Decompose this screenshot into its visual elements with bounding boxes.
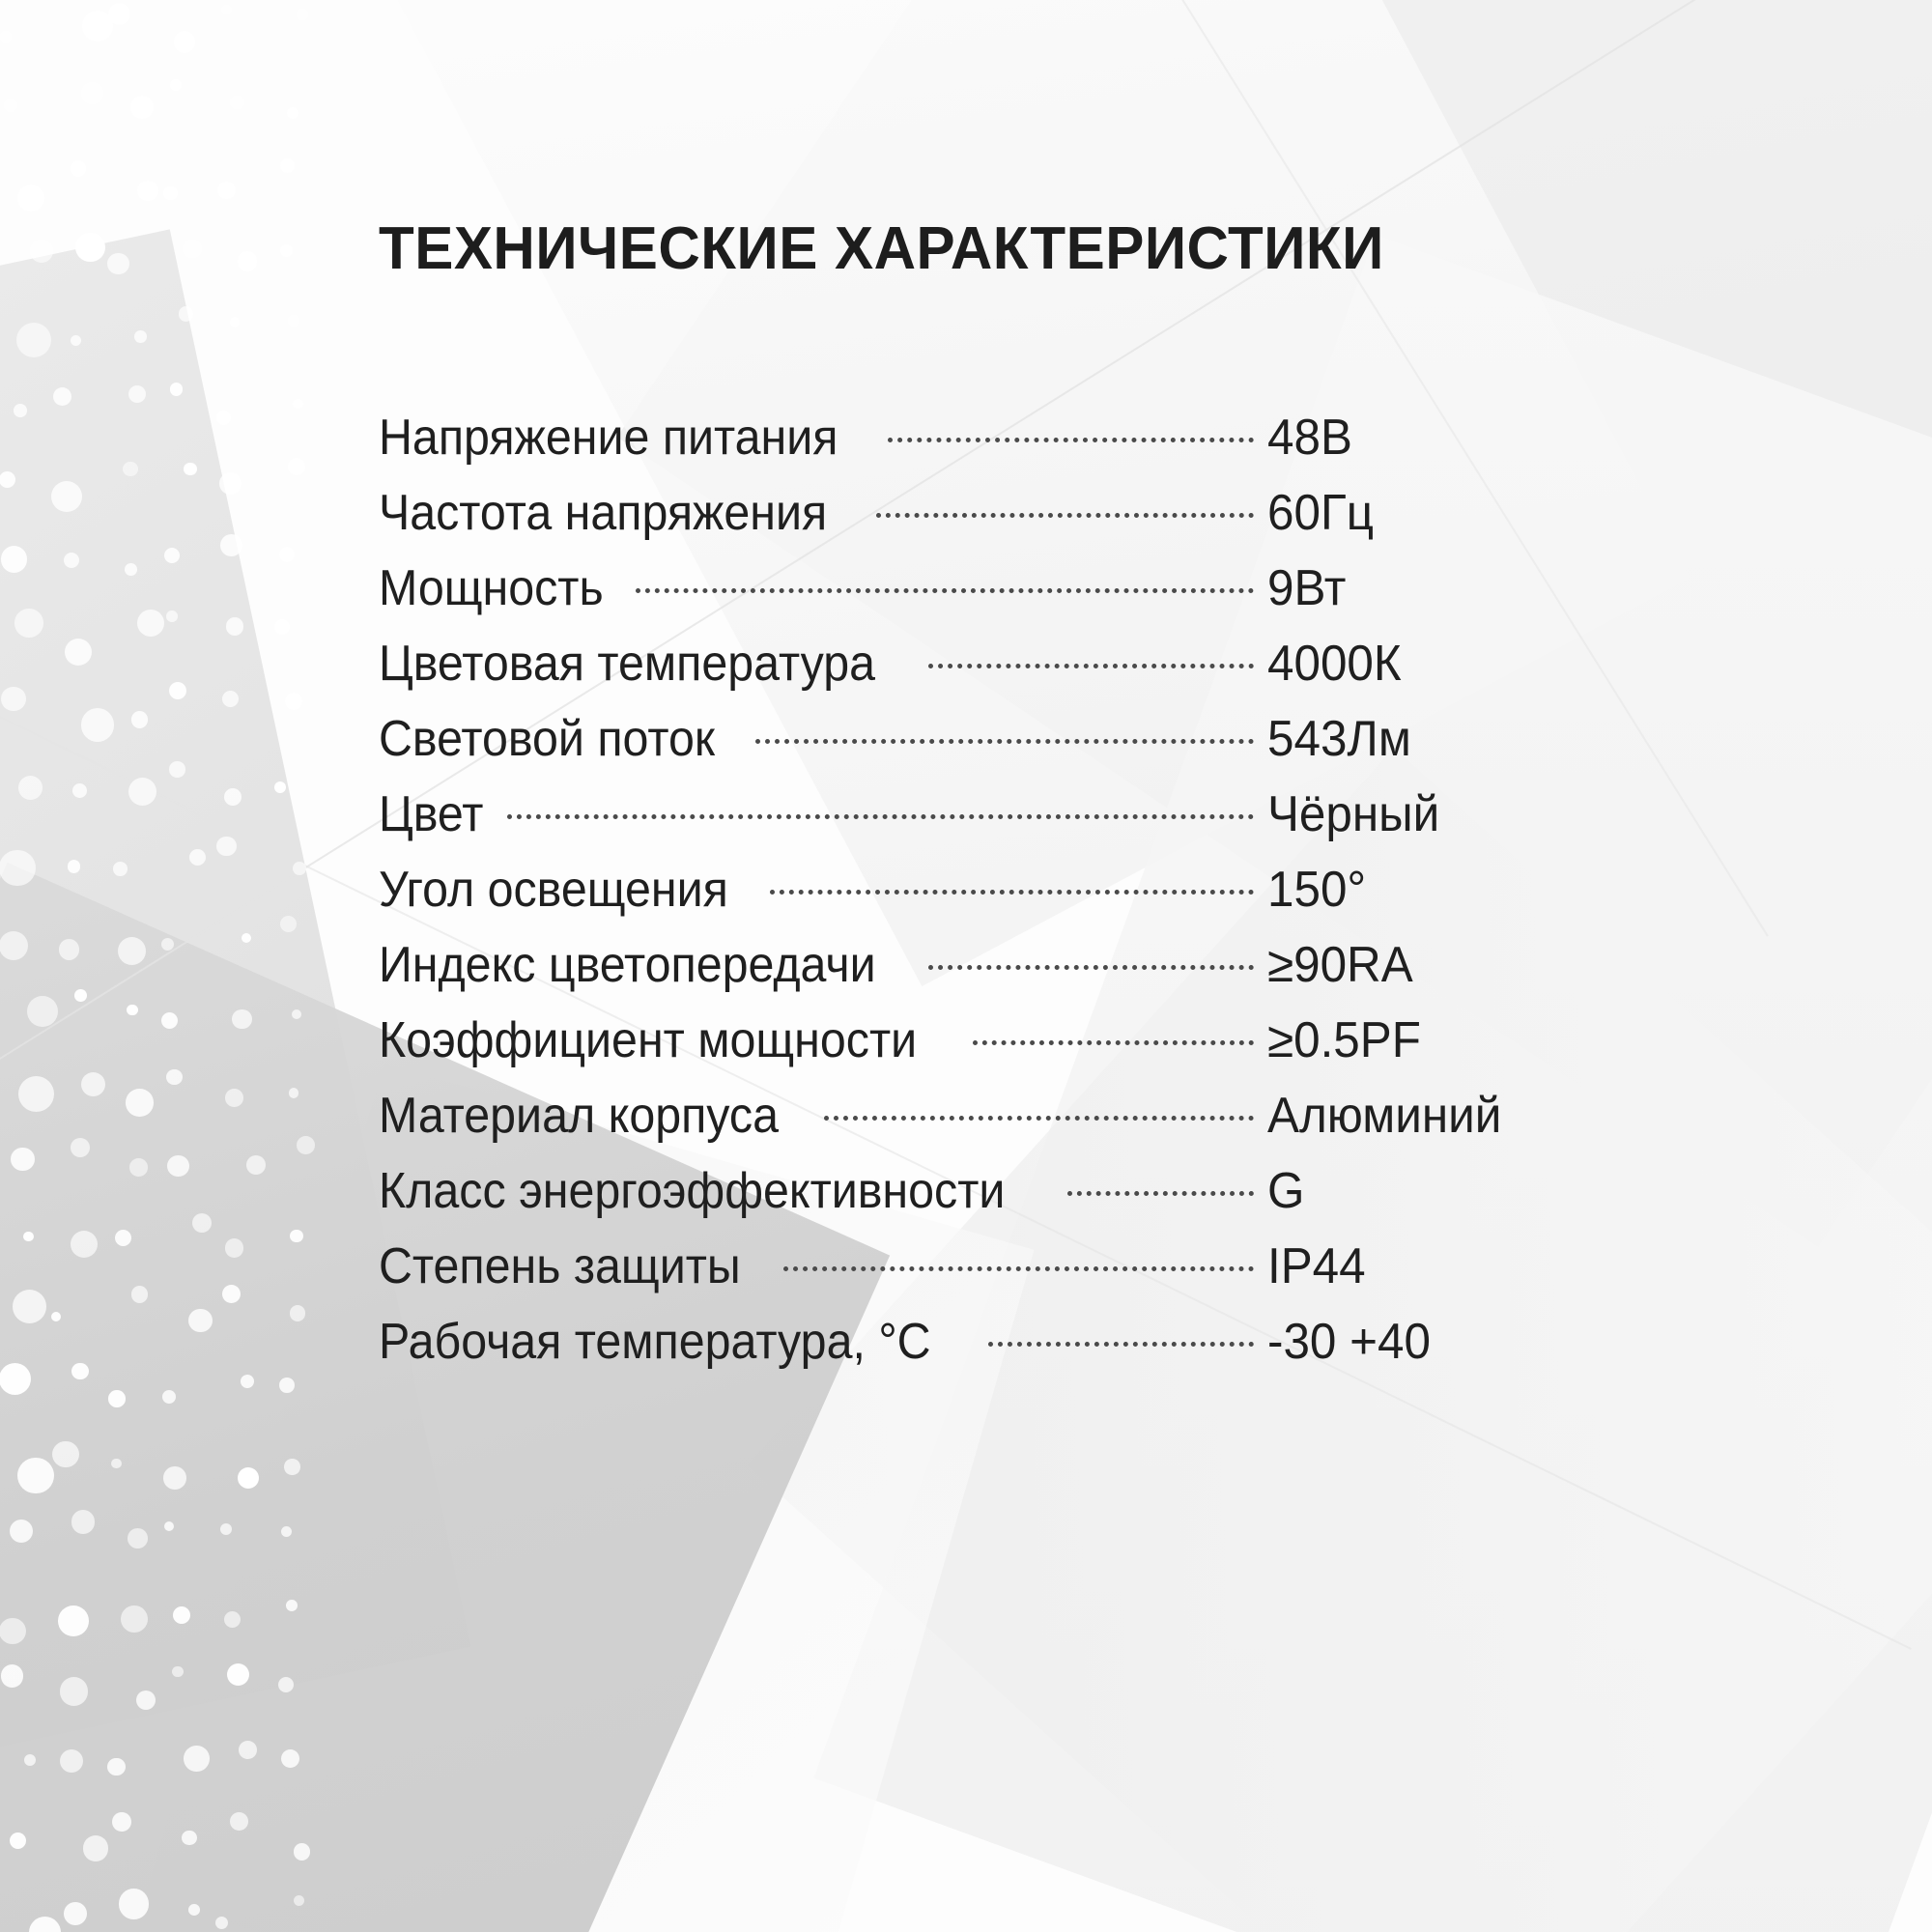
spec-label: Коэффициент мощности xyxy=(379,1012,918,1068)
spec-label: Световой поток xyxy=(379,711,716,767)
leader-dots xyxy=(755,705,1254,755)
spec-value: ≥90RA xyxy=(1267,937,1413,993)
spec-row xyxy=(379,1233,1586,1308)
spec-row xyxy=(379,1157,1586,1233)
spec-row xyxy=(379,1308,1586,1383)
spec-row xyxy=(379,856,1586,931)
spec-label: Индекс цветопередачи xyxy=(379,937,876,993)
spec-value: 9Вт xyxy=(1267,560,1347,616)
spec-row xyxy=(379,479,1586,554)
spec-value: Чёрный xyxy=(1267,786,1440,842)
leader-dots xyxy=(1067,1157,1254,1208)
spec-value: 543Лм xyxy=(1267,711,1411,767)
spec-label: Мощность xyxy=(379,560,604,616)
spec-label: Рабочая температура, °C xyxy=(379,1314,931,1370)
spec-value: 48В xyxy=(1267,410,1352,466)
spec-row xyxy=(379,404,1586,479)
spec-row xyxy=(379,554,1586,630)
spec-value: -30 +40 xyxy=(1267,1314,1431,1370)
leader-dots xyxy=(770,856,1254,906)
spec-row xyxy=(379,931,1586,1007)
spec-row xyxy=(379,1007,1586,1082)
page-title: ТЕХНИЧЕСКИЕ ХАРАКТЕРИСТИКИ xyxy=(379,215,1384,282)
spec-value: 4000К xyxy=(1267,636,1402,692)
specifications-table xyxy=(379,404,1586,1383)
spec-row xyxy=(379,705,1586,781)
spec-value: ≥0.5PF xyxy=(1267,1012,1421,1068)
leader-dots xyxy=(988,1308,1254,1358)
leader-dots xyxy=(973,1007,1254,1057)
spec-label: Частота напряжения xyxy=(379,485,828,541)
leader-dots xyxy=(783,1233,1254,1283)
spec-row xyxy=(379,1082,1586,1157)
spec-value: 150° xyxy=(1267,862,1367,918)
spec-label: Цветовая температура xyxy=(379,636,876,692)
spec-row xyxy=(379,630,1586,705)
spec-value: 60Гц xyxy=(1267,485,1374,541)
spec-label: Угол освещения xyxy=(379,862,728,918)
leader-dots xyxy=(876,479,1254,529)
spec-label: Напряжение питания xyxy=(379,410,838,466)
leader-dots xyxy=(888,404,1254,454)
leader-dots xyxy=(928,630,1254,680)
leader-dots xyxy=(507,781,1254,831)
leader-dots xyxy=(636,554,1254,605)
spec-label: Степень защиты xyxy=(379,1238,741,1294)
spec-value: IP44 xyxy=(1267,1238,1366,1294)
spec-row xyxy=(379,781,1586,856)
spec-value: Алюминий xyxy=(1267,1088,1502,1144)
leader-dots xyxy=(928,931,1254,981)
spec-value: G xyxy=(1267,1163,1305,1219)
spec-label: Цвет xyxy=(379,786,484,842)
spec-label: Материал корпуса xyxy=(379,1088,780,1144)
leader-dots xyxy=(824,1082,1254,1132)
spec-label: Класс энергоэффективности xyxy=(379,1163,1006,1219)
